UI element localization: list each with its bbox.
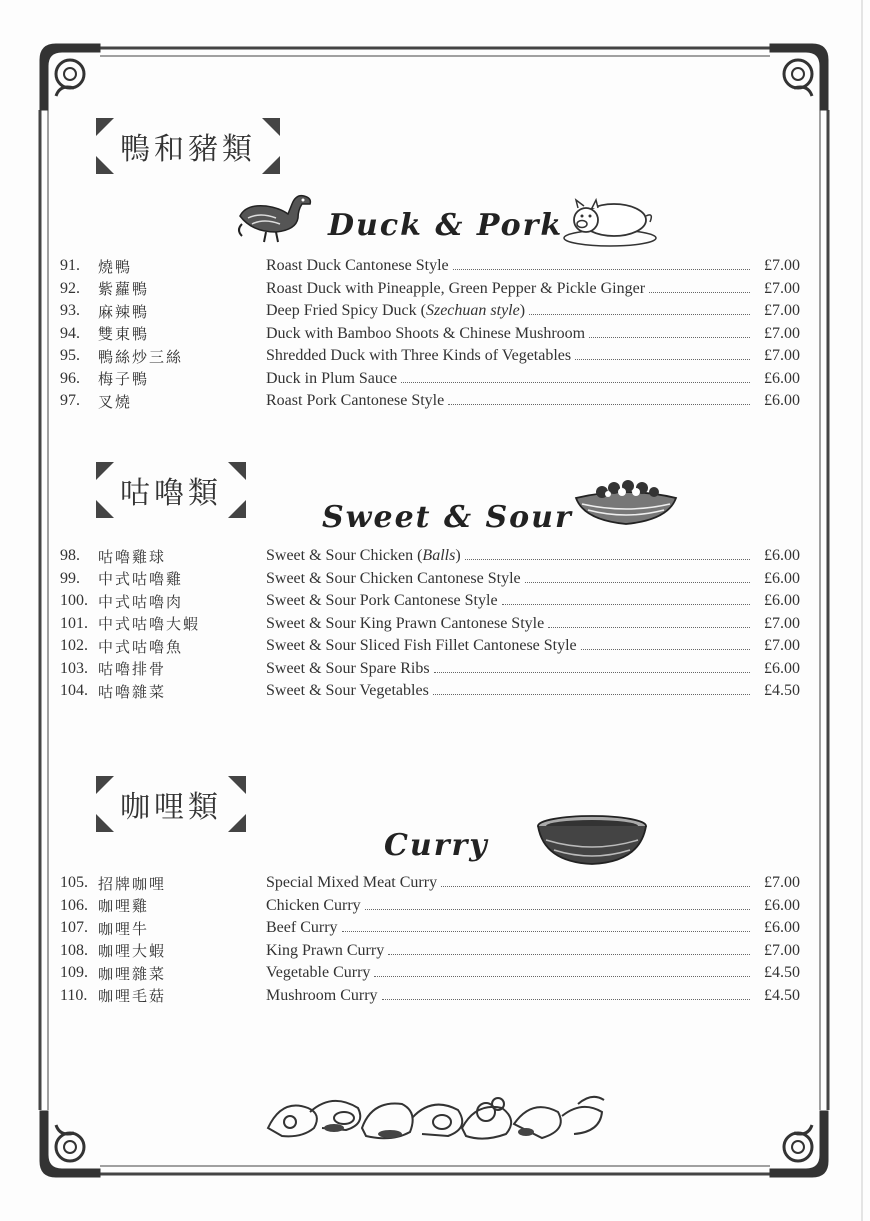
item-english-name [266, 919, 754, 937]
menu-item-row [60, 323, 800, 346]
item-english-text: Vegetable Curry [266, 964, 371, 982]
item-chinese-name: 咕嚕雞球 [98, 547, 167, 566]
item-english-name [266, 874, 754, 892]
curry-list [60, 872, 800, 1007]
section-title-english: Duck & Pork [328, 208, 564, 243]
item-price: £4.50 [764, 964, 800, 982]
item-english-name [266, 257, 754, 275]
item-english-text: Sweet & Sour Chicken Cantonese Style [266, 569, 521, 587]
item-english-name [266, 987, 754, 1005]
item-english-text: Beef Curry [266, 919, 338, 937]
item-english-note-close: ) [455, 547, 461, 565]
item-number: 108. [60, 941, 88, 959]
item-chinese-name: 中式咕嚕雞 [98, 570, 184, 589]
item-english-text: Shredded Duck with Three Kinds of Vegetables [266, 347, 572, 365]
item-english-name [266, 325, 754, 343]
item-english-text: Chicken Curry [266, 896, 361, 914]
item-english-text: Sweet & Sour King Prawn Cantonese Style [266, 614, 545, 632]
dot-leader [365, 909, 750, 910]
dot-leader [465, 559, 750, 560]
item-number: 96. [60, 369, 80, 387]
menu-item-row [60, 962, 800, 985]
item-english-text: Sweet & Sour Chicken ( [266, 547, 423, 565]
item-english-name [266, 660, 754, 678]
menu-item-row [60, 985, 800, 1008]
menu-item-row [60, 390, 800, 413]
item-chinese-name: 鴨絲炒三絲 [98, 347, 184, 366]
menu-item-row [60, 345, 800, 368]
duck-icon [236, 190, 316, 246]
section-title-chinese [96, 118, 280, 174]
item-number: 107. [60, 919, 88, 937]
item-english-text: Deep Fried Spicy Duck ( [266, 302, 426, 320]
item-chinese-name: 咕嚕排骨 [98, 660, 167, 679]
item-price: £6.00 [764, 392, 800, 410]
dot-leader [502, 604, 750, 605]
item-chinese-name: 梅子鴨 [98, 370, 150, 389]
dot-leader [434, 672, 750, 673]
item-chinese-name: 中式咕嚕肉 [98, 592, 184, 611]
menu-item-row [60, 300, 800, 323]
menu-item-row [60, 917, 800, 940]
item-english-name [266, 280, 754, 298]
item-chinese-name: 招牌咖哩 [98, 874, 167, 893]
dot-leader [401, 382, 750, 383]
item-english-text: Duck in Plum Sauce [266, 369, 398, 387]
item-price: £6.00 [764, 369, 800, 387]
menu-item-row [60, 895, 800, 918]
menu-item-row [60, 255, 800, 278]
item-english-name [266, 942, 754, 960]
menu-item-row [60, 872, 800, 895]
menu-item-row [60, 278, 800, 301]
item-english-name [266, 302, 754, 320]
dot-leader [575, 359, 750, 360]
section-title-english: Sweet & Sour [322, 500, 573, 535]
item-chinese-name: 咖哩大蝦 [98, 942, 167, 961]
item-price: £4.50 [764, 682, 800, 700]
item-english-text: Sweet & Sour Spare Ribs [266, 659, 430, 677]
item-number: 92. [60, 279, 80, 297]
item-english-text: Roast Duck with Pineapple, Green Pepper & Pickle Ginger [266, 279, 646, 297]
sweet-sour-bowl-icon [572, 478, 680, 530]
item-english-text: Duck with Bamboo Shoots & Chinese Mushroom [266, 324, 586, 342]
item-price: £7.00 [764, 302, 800, 320]
dot-leader [529, 314, 750, 315]
item-number: 93. [60, 302, 80, 320]
curry-bowl-icon [534, 812, 650, 868]
dot-leader [448, 404, 750, 405]
item-chinese-name: 咖哩毛菇 [98, 987, 167, 1006]
item-number: 102. [60, 637, 88, 655]
item-price: £7.00 [764, 941, 800, 959]
item-price: £6.00 [764, 547, 800, 565]
item-english-name [266, 347, 754, 365]
item-price: £7.00 [764, 614, 800, 632]
menu-item-row [60, 590, 800, 613]
item-english-name [266, 392, 754, 410]
item-number: 91. [60, 257, 80, 275]
mushroom-border-decoration [262, 1088, 608, 1150]
item-english-text: Sweet & Sour Vegetables [266, 682, 429, 700]
item-english-name [266, 682, 754, 700]
item-number: 105. [60, 874, 88, 892]
item-chinese-name: 咖哩雜菜 [98, 964, 167, 983]
dot-leader [388, 954, 750, 955]
item-price: £7.00 [764, 279, 800, 297]
item-chinese-name: 咖哩雞 [98, 897, 150, 916]
item-price: £6.00 [764, 919, 800, 937]
item-chinese-name: 中式咕嚕大蝦 [98, 615, 201, 634]
item-english-text: Roast Pork Cantonese Style [266, 392, 445, 410]
item-number: 109. [60, 964, 88, 982]
item-english-name [266, 547, 754, 565]
item-english-name [266, 897, 754, 915]
section-title-chinese [96, 462, 246, 518]
item-number: 106. [60, 896, 88, 914]
item-price: £6.00 [764, 659, 800, 677]
item-chinese-name: 紫蘿鴨 [98, 280, 150, 299]
item-number: 104. [60, 682, 88, 700]
item-english-note: Szechuan style [425, 302, 520, 320]
dot-leader [433, 694, 750, 695]
menu-item-row [60, 658, 800, 681]
menu-item-row [60, 568, 800, 591]
sweet-sour-list [60, 545, 800, 703]
item-chinese-name: 咖哩牛 [98, 919, 150, 938]
section-cn-title: 咖哩類 [120, 790, 222, 825]
dot-leader [649, 292, 750, 293]
item-price: £7.00 [764, 324, 800, 342]
item-price: £6.00 [764, 896, 800, 914]
item-price: £7.00 [764, 257, 800, 275]
menu-item-row [60, 680, 800, 703]
item-english-text: Roast Duck Cantonese Style [266, 257, 449, 275]
item-english-text: Special Mixed Meat Curry [266, 874, 438, 892]
item-english-text: Sweet & Sour Sliced Fish Fillet Cantonese Style [266, 637, 577, 655]
item-number: 103. [60, 659, 88, 677]
item-price: £7.00 [764, 637, 800, 655]
item-english-text: Mushroom Curry [266, 986, 378, 1004]
item-chinese-name: 咕嚕雜菜 [98, 682, 167, 701]
item-number: 97. [60, 392, 80, 410]
item-chinese-name: 燒鴨 [98, 257, 133, 276]
item-english-name [266, 964, 754, 982]
section-cn-title: 鴨和豬類 [120, 132, 256, 167]
duck-pork-list [60, 255, 800, 413]
dot-leader [581, 649, 750, 650]
item-price: £6.00 [764, 592, 800, 610]
section-title-chinese [96, 776, 246, 832]
menu-item-row [60, 635, 800, 658]
dot-leader [548, 627, 750, 628]
item-english-name [266, 592, 754, 610]
section-cn-title: 咕嚕類 [120, 476, 222, 511]
item-english-name [266, 637, 754, 655]
dot-leader [441, 886, 750, 887]
item-english-text: King Prawn Curry [266, 941, 385, 959]
item-english-name [266, 370, 754, 388]
item-chinese-name: 中式咕嚕魚 [98, 637, 184, 656]
menu-item-row [60, 940, 800, 963]
item-number: 95. [60, 347, 80, 365]
menu-item-row [60, 368, 800, 391]
item-number: 100. [60, 592, 88, 610]
item-number: 101. [60, 614, 88, 632]
dot-leader [525, 582, 750, 583]
item-chinese-name: 叉燒 [98, 392, 133, 411]
item-english-name [266, 570, 754, 588]
item-price: £4.50 [764, 986, 800, 1004]
item-price: £7.00 [764, 347, 800, 365]
item-number: 98. [60, 547, 80, 565]
dot-leader [374, 976, 750, 977]
dot-leader [453, 269, 750, 270]
item-chinese-name: 雙東鴨 [98, 325, 150, 344]
item-english-note: Balls [422, 547, 456, 565]
item-price: £7.00 [764, 874, 800, 892]
section-title-english: Curry [384, 828, 489, 863]
dot-leader [589, 337, 750, 338]
item-english-name [266, 615, 754, 633]
menu-item-row [60, 545, 800, 568]
item-english-text: Sweet & Sour Pork Cantonese Style [266, 592, 498, 610]
item-english-note-close: ) [519, 302, 526, 320]
corner-ornament-icon [40, 44, 100, 110]
dot-leader [342, 931, 750, 932]
item-number: 99. [60, 569, 80, 587]
menu-item-row [60, 613, 800, 636]
pig-icon [560, 194, 660, 248]
dot-leader [382, 999, 750, 1000]
item-chinese-name: 麻辣鴨 [98, 302, 150, 321]
item-number: 94. [60, 324, 80, 342]
item-price: £6.00 [764, 569, 800, 587]
item-number: 110. [60, 986, 88, 1004]
